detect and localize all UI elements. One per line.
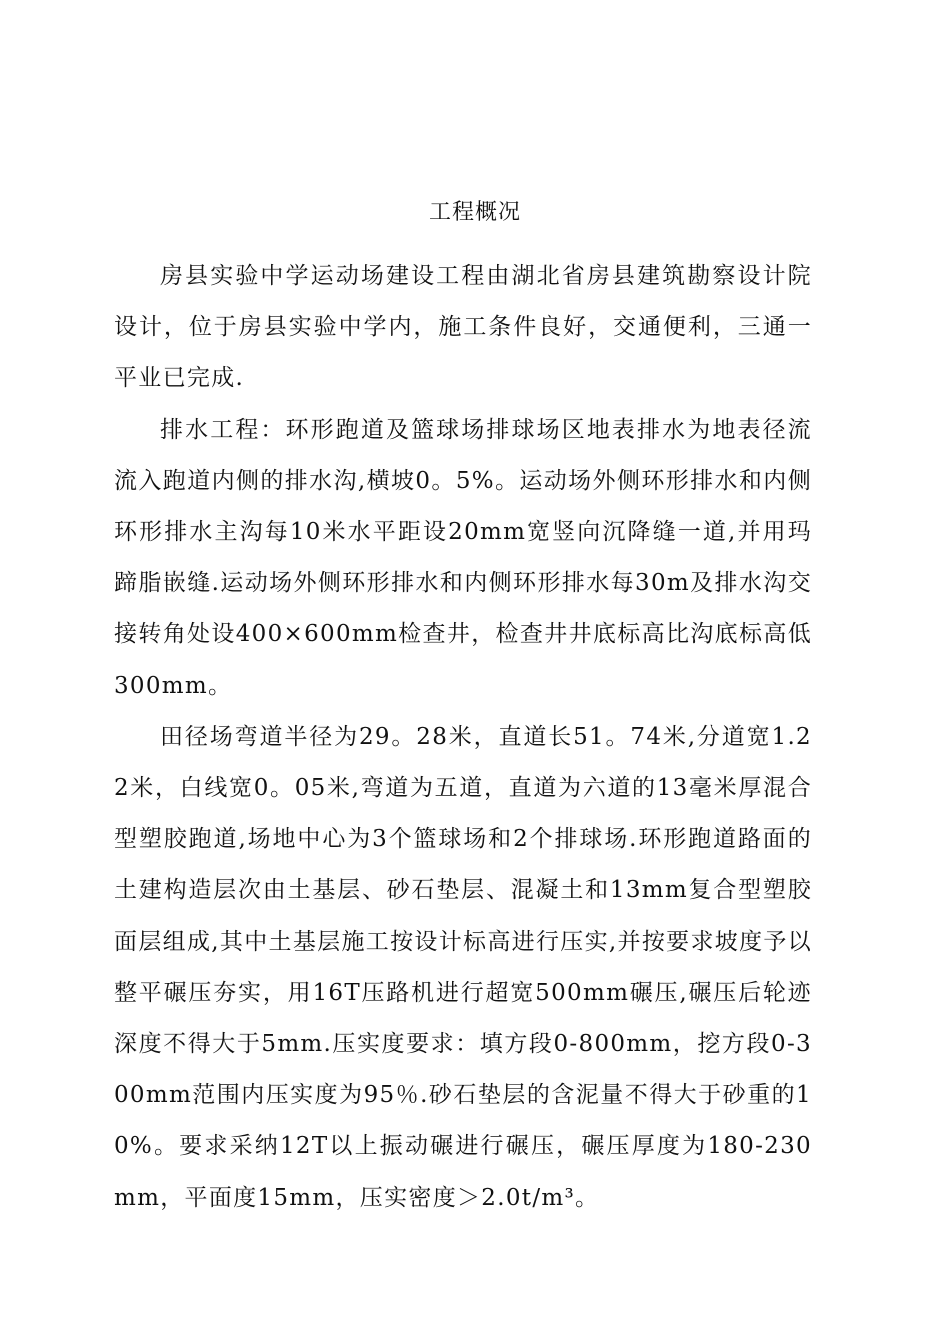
paragraph-track: 田径场弯道半径为29。28米，直道长51。74米,分道宽1.22米，白线宽0。05米,弯道为五道，直道为六道的13毫米厚混合型塑胶跑道,场地中心为3个篮球场和2个排球场.环形跑道路面的土建构造层次由土基层、砂石垫层、混凝土和13mm复合型塑胶面层组成,其中土基层施工按设计标高进行压实,并按要求坡度予以整平碾压夯实，用16T压路机进行超宽500mm碾压,碾压后轮迹深度不得大于5mm.压实度要求：填方段0-800mm，挖方段0-300mm范围内压实度为95％.砂石垫层的含泥量不得大于砂重的10%。要求采纳12T以上振动碾进行碾压，碾压厚度为180-230mm，平面度15mm，压实密度＞2.0t/m³。 [114,723,812,1211]
paragraph-drainage: 排水工程：环形跑道及篮球场排球场区地表排水为地表径流流入跑道内侧的排水沟,横坡0。5%。运动场外侧环形排水和内侧环形排水主沟每10米水平距设20mm宽竖向沉降缝一道,并用玛蹄脂嵌缝.运动场外侧环形排水和内侧环形排水每30m及排水沟交接转角处设400×600mm检查井，检查井井底标高比沟底标高低300mm。 [114,416,812,699]
document-body [114,251,812,1224]
paragraph-overview: 房县实验中学运动场建设工程由湖北省房县建筑勘察设计院设计，位于房县实验中学内，施工条件良好，交通便利，三通一平业已完成. [114,263,812,392]
document-title: 工程概况 [428,200,521,225]
